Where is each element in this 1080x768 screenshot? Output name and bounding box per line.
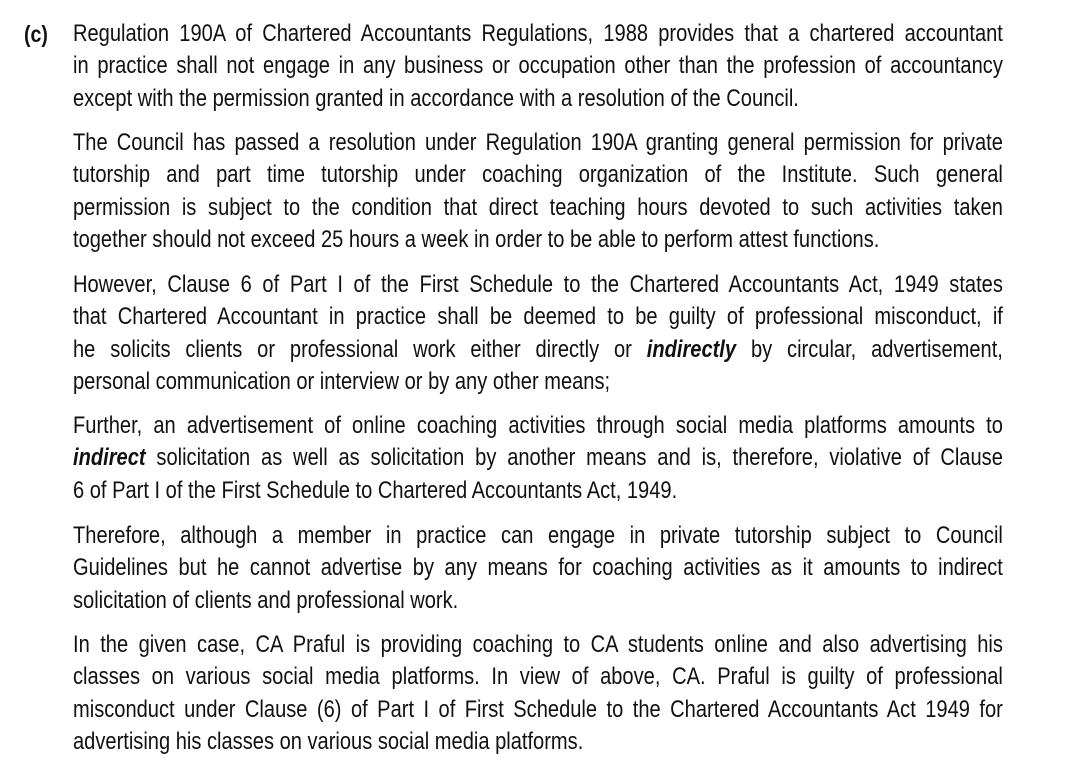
paragraph-advertisement — [73, 410, 1003, 507]
text-segment: by circular, advertisement, — [750, 335, 1003, 363]
emphasis-text: indirect — [73, 444, 146, 472]
text-line: Further, an advertisement of online coaching activities through social media platforms amounts to — [73, 412, 1003, 439]
item-label: (c) — [24, 21, 48, 47]
paragraph-clause-6 — [73, 269, 1003, 399]
text-line — [73, 334, 1003, 366]
text-line: tutorship and part time tutorship under coaching organization of the Institute. Such general — [73, 161, 1003, 189]
text-line: in practice shall not engage in any business or occupation other than the profession of accountancy — [73, 52, 1003, 80]
text-line: 6 of Part I of the First Schedule to Chartered Accountants Act, 1949. — [73, 476, 678, 504]
paragraph-council-resolution — [73, 127, 1003, 257]
text-line: advertising his classes on various social media platforms. — [73, 728, 584, 756]
text-line: except with the permission granted in accordance with a resolution of the Council. — [73, 84, 799, 112]
text-line: Regulation 190A of Chartered Accountants Regulations, 1988 provides that a chartered accountant — [73, 20, 1003, 47]
paragraph-regulation-190a — [73, 18, 1003, 115]
text-line: solicitation of clients and professional work. — [73, 586, 459, 614]
paragraph-case-conclusion — [73, 629, 1003, 759]
emphasis-text: indirectly — [646, 335, 737, 363]
text-line: classes on various social media platforms. In view of above, CA. Praful is guilty of professional — [73, 663, 1003, 691]
text-line: However, Clause 6 of Part I of the First Schedule to the Chartered Accountants Act, 1949 states — [73, 271, 1003, 298]
text-line: permission is subject to the condition that direct teaching hours devoted to such activities taken — [73, 193, 1003, 221]
text-line: Therefore, although a member in practice can engage in private tutorship subject to Council — [73, 522, 1003, 549]
text-segment: solicitation as well as solicitation by another means and is, therefore, violative of Clause — [156, 444, 1003, 472]
paragraph-conclusion-general — [73, 520, 1003, 617]
text-line: misconduct under Clause (6) of Part I of First Schedule to the Chartered Accountants Act 1949 for — [73, 695, 1003, 723]
text-line: personal communication or interview or by any other means; — [73, 368, 611, 396]
text-line: The Council has passed a resolution under Regulation 190A granting general permission for private — [73, 129, 1003, 156]
text-line: In the given case, CA Praful is providing coaching to CA students online and also advertising his — [73, 631, 1003, 658]
text-line — [73, 442, 1003, 474]
text-line: together should not exceed 25 hours a week in order to be able to perform attest functions. — [73, 226, 880, 254]
text-line: that Chartered Accountant in practice shall be deemed to be guilty of professional misconduct, if — [73, 303, 1003, 331]
text-segment: he solicits clients or professional work either directly or — [73, 335, 632, 363]
text-line: Guidelines but he cannot advertise by any means for coaching activities as it amounts to indirect — [73, 554, 1003, 582]
